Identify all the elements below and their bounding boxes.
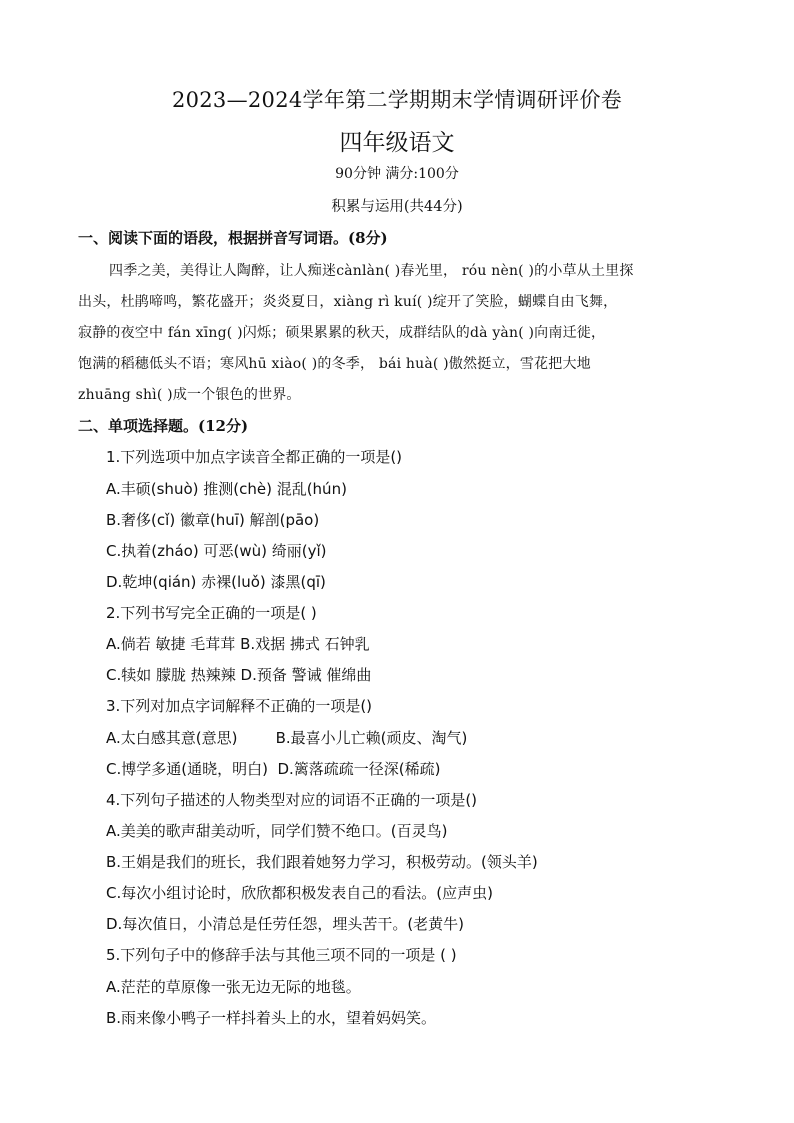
question-3: 3.下列对加点字词解释不正确的一项是() xyxy=(106,697,373,715)
option-line: A.倘若 敏捷 毛茸茸 B.戏据 拂式 石钟乳 xyxy=(106,635,370,653)
passage-line: 寂静的夜空中 fán xīng( )闪烁；硕果累累的秋天，成群结队的dà yàn( )向南迁徙， xyxy=(78,325,606,341)
question-2: 2.下列书写完全正确的一项是( ) xyxy=(106,604,317,622)
option-line: D.每次值日，小清总是任劳任怨，埋头苦干。(老黄牛) xyxy=(106,915,465,933)
section-2-heading: 二、单项选择题。(12分) xyxy=(78,417,249,435)
option-line: C.执着(zháo) 可恶(wù) 绮丽(yǐ) xyxy=(106,542,327,560)
question-4: 4.下列句子描述的人物类型对应的词语不正确的一项是() xyxy=(106,791,478,809)
question-5: 5.下列句子中的修辞手法与其他三项不同的一项是 ( ) xyxy=(106,946,457,964)
option-line: D.乾坤(qián) 赤裸(luǒ) 漆黑(qī) xyxy=(106,573,326,591)
option-line: C.博学多通(通晓，明白) D.篱落疏疏一径深(稀疏) xyxy=(106,760,441,778)
option-line: B.王娟是我们的班长，我们跟着她努力学习，积极劳动。(领头羊) xyxy=(106,853,538,871)
option-line: A.茫茫的草原像一张无边无际的地毯。 xyxy=(106,978,361,996)
option-line: B.雨来像小鸭子一样抖着头上的水，望着妈妈笑。 xyxy=(106,1009,437,1027)
option-line: C.犊如 朦胧 热辣辣 D.预备 警诫 催绵曲 xyxy=(106,666,372,684)
passage-line: zhuāng shì( )成一个银色的世界。 xyxy=(78,387,301,403)
passage-line: 出头，杜鹃啼鸣，繁花盛开；炎炎夏日，xiàng rì kuí( )绽开了笑脸，蝴蝶自由飞舞， xyxy=(78,294,618,310)
passage-line: 四季之美，美得让人陶醉，让人痴迷cànlàn( )春光里， róu nèn( )的小草从土里探 xyxy=(109,263,634,279)
section-1-heading: 一、阅读下面的语段，根据拼音写词语。(8分) xyxy=(78,229,388,247)
option-line: C.每次小组讨论时，欣欣都积极发表自己的看法。(应声虫) xyxy=(106,884,493,902)
time-score-line: 90分钟 满分:100分 xyxy=(335,166,459,182)
option-line: A.太白感其意(意思) B.最喜小儿亡赖(顽皮、淘气) xyxy=(106,729,468,747)
question-1: 1.下列选项中加点字读音全都正确的一项是() xyxy=(106,448,403,466)
option-line: A.美美的歌声甜美动听，同学们赞不绝口。(百灵鸟) xyxy=(106,822,448,840)
part-title: 积累与运用(共44分) xyxy=(331,199,463,215)
subject-title: 四年级语文 xyxy=(339,130,455,156)
option-line: B.奢侈(cǐ) 徽章(huī) 解剖(pāo) xyxy=(106,511,320,529)
option-line: A.丰硕(shuò) 推测(chè) 混乱(hún) xyxy=(106,480,347,498)
passage-line: 饱满的稻穗低头不语；寒风hū xiào( )的冬季， bái huà( )傲然挺立，雪花把大地 xyxy=(78,356,591,372)
exam-title: 2023—2024学年第二学期期末学情调研评价卷 xyxy=(171,88,623,112)
